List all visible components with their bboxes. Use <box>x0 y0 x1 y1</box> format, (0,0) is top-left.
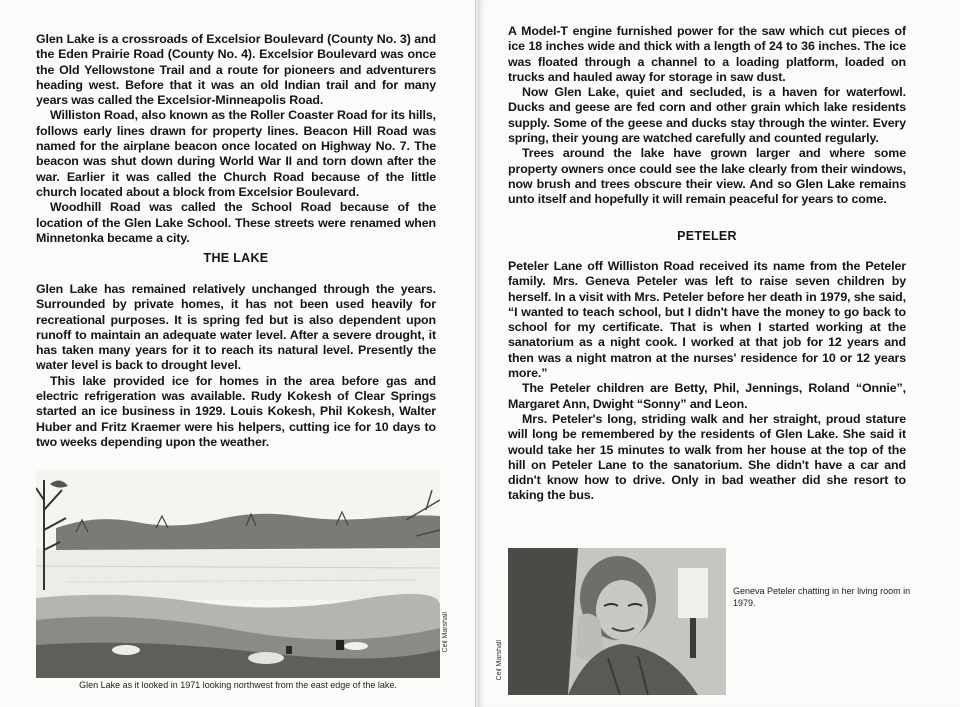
paragraph: This lake provided ice for homes in the area before gas and electric refrigeration was available. Rudy Kokesh of Clear Springs started an ice business in 1929. Louis Kokesh, Phil Kokesh, Walter Huber and Fritz Kraemer were his helpers, cutting ice for 10 days to two weeks depending upon the weather. <box>36 373 436 449</box>
intro-text <box>36 32 436 246</box>
paragraph: Now Glen Lake, quiet and secluded, is a haven for waterfowl. Ducks and geese are fed corn and other grain which lake residents supply. Some of the geese and ducks stay through the winter. Every spring, their young are watched carefully and counted regularly. <box>508 85 906 146</box>
section-heading-peteler: PETELER <box>677 229 737 243</box>
paragraph: Glen Lake has remained relatively unchanged through the years. Surrounded by private homes, it has not been used heavily for recreational purposes. It is spring fed but is also dependent upon runoff to maintain an adequate water level. After a severe drought, it has taken many years for it to reach its natural level. Presently the water level is back to drought level. <box>36 282 436 373</box>
paragraph: Glen Lake is a crossroads of Excelsior Boulevard (County No. 3) and the Eden Prairie Road (County No. 4). Excelsior Boulevard was once the Old Yellowstone Trail and a route for pioneers and adventurers heading west. Before that it was an old Indian trail and for many years was called the Excelsior-Minneapolis Road. <box>36 32 436 108</box>
section-heading-the-lake: THE LAKE <box>203 251 269 265</box>
photo-credit: Ceil Marshall <box>496 640 503 681</box>
lake-photo-caption: Glen Lake as it looked in 1971 looking northwest from the east edge of the lake. <box>79 680 397 690</box>
paragraph: Woodhill Road was called the School Road because of the location of the Glen Lake School. These streets were renamed when Minnetonka became a city. <box>36 200 436 245</box>
paragraph: Trees around the lake have grown larger and where some property owners once could see the lake clearly from their windows, now brush and trees obscure their view. And so Glen Lake remains unto itself and hopefully it will remain peaceful for years to come. <box>508 146 906 207</box>
paragraph: Williston Road, also known as the Roller Coaster Road for its hills, follows early lines drawn for property lines. Beacon Hill Road was named for the airplane beacon once located on Highway No. 7. The beacon was shut down during World War II and torn down after the war. Earlier it was called the Church Road because of the little church located about a block from Excelsior Boulevard. <box>36 108 436 199</box>
peteler-text <box>508 259 906 504</box>
paragraph: Mrs. Peteler's long, striding walk and her straight, proud stature will long be remembered by the residents of Glen Lake. She said it would take her 15 minutes to walk from her house at the top of the hill on Peteler Lane to the sanatorium. She didn't have a car and didn't know how to drive. Only in bad weather did she resort to taking the bus. <box>508 411 906 503</box>
lake-text <box>36 282 436 450</box>
ice-and-lake-text <box>508 24 906 208</box>
paragraph: Peteler Lane off Williston Road received its name from the Peteler family. Mrs. Geneva Peteler was left to raise seven children by herself. In a visit with Mrs. Peteler before her death in 1979, she said, “I wanted to teach school, but I didn't have the money to go back to school for my certificate. That is when I started working at the sanatorium as a night cook. I worked at that job for 12 years and then was a night matron at the nurses' residence for 10 or 12 years more.” <box>508 259 906 381</box>
lake-photo <box>36 470 440 678</box>
paragraph: The Peteler children are Betty, Phil, Jennings, Roland “Onnie”, Margaret Ann, Dwight “Sonny” and Leon. <box>508 381 906 411</box>
paragraph: A Model-T engine furnished power for the saw which cut pieces of ice 18 inches wide and thick with a length of 24 to 36 inches. The ice was floated through a channel to a loading platform, loaded on trucks and hauled away for storage in saw dust. <box>508 24 906 84</box>
photo-credit: Ceil Marshall <box>442 612 449 653</box>
geneva-photo-caption: Geneva Peteler chatting in her living room in 1979. <box>733 586 911 608</box>
geneva-peteler-photo <box>508 548 726 695</box>
